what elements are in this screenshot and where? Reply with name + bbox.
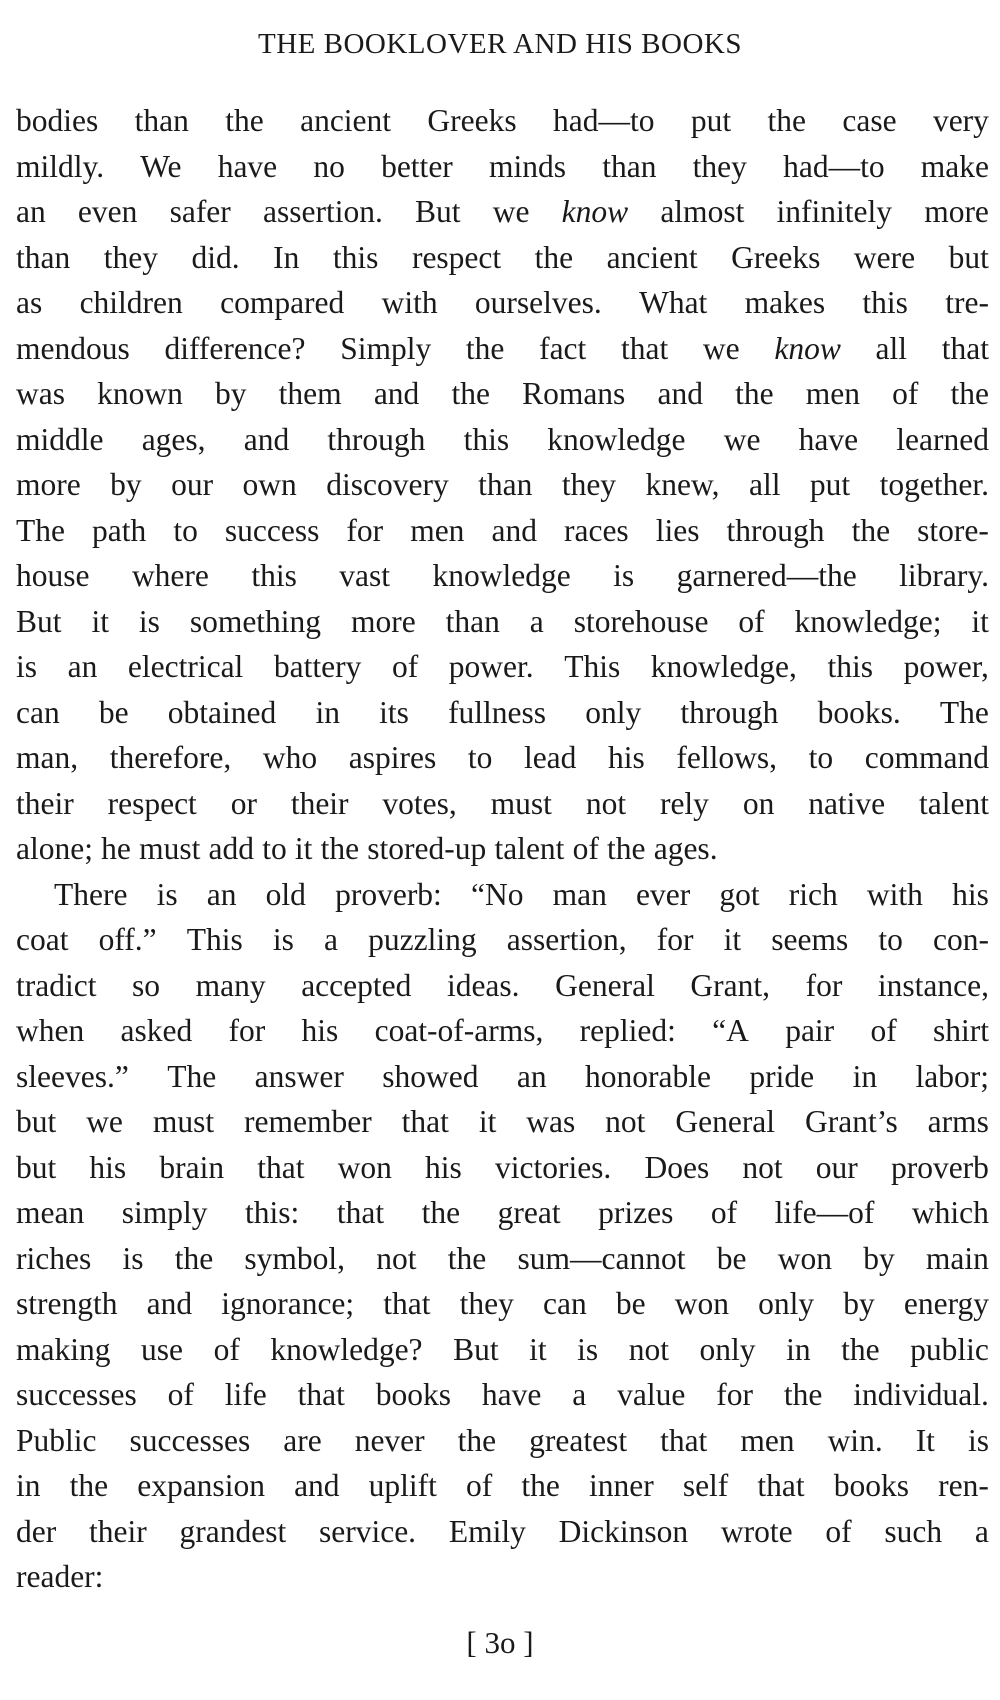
text-line: riches is the symbol, not the sum—cannot be won by main (16, 1240, 989, 1276)
text-line: successes of life that books have a value for the individual. (16, 1377, 989, 1412)
text-line: as children compared with ourselves. What makes this tre- (16, 285, 989, 320)
text-line: was known by them and the Romans and the men of the (16, 376, 989, 411)
text-line: Public successes are never the greatest that men win. It is (16, 1422, 989, 1458)
text-line: tradict so many accepted ideas. General Grant, for instance, (16, 967, 989, 1003)
text-line: der their grandest service. Emily Dickinson wrote of such a (16, 1513, 989, 1549)
text-line: There is an old proverb: “No man ever got rich with his (54, 876, 989, 912)
text-line: coat off.” This is a puzzling assertion, for it seems to con- (16, 922, 989, 957)
text-line: strength and ignorance; that they can be won only by energy (16, 1286, 989, 1321)
text-line: bodies than the ancient Greeks had—to put the case very (16, 103, 989, 138)
text-line: making use of knowledge? But it is not only in the public (16, 1331, 989, 1367)
text-line: man, therefore, who aspires to lead his fellows, to command (16, 740, 989, 775)
paragraph-2 (16, 872, 989, 1600)
text-line: But it is something more than a storehouse of knowledge; it (16, 603, 989, 639)
text-line: is an electrical battery of power. This knowledge, this power, (16, 649, 989, 684)
text-line: The path to success for men and races lies through the store- (16, 512, 989, 548)
body-text (16, 98, 989, 1600)
text-line: their respect or their votes, must not rely on native talent (16, 785, 989, 821)
text-line: in the expansion and uplift of the inner self that books ren- (16, 1468, 989, 1503)
text-line: than they did. In this respect the ancient Greeks were but (16, 239, 989, 275)
text-line: mendous difference? Simply the fact that we know all that (16, 330, 989, 366)
text-line: middle ages, and through this knowledge we have learned (16, 421, 989, 457)
text-line: but we must remember that it was not General Grant’s arms (16, 1104, 989, 1139)
text-line: house where this vast knowledge is garnered—the library. (16, 558, 989, 593)
page-number: [ 3o ] (466, 1625, 534, 1660)
text-line: sleeves.” The answer showed an honorable pride in labor; (16, 1058, 989, 1094)
paragraph-1 (16, 98, 989, 872)
text-line: alone; he must add to it the stored-up talent of the ages. (16, 831, 718, 866)
text-line: more by our own discovery than they knew, all put together. (16, 467, 989, 502)
text-line: can be obtained in its fullness only through books. The (16, 694, 989, 730)
text-line: an even safer assertion. But we know almost infinitely more (16, 194, 989, 229)
running-head: THE BOOKLOVER AND HIS BOOKS (258, 28, 742, 60)
text-line: but his brain that won his victories. Does not our proverb (16, 1149, 989, 1185)
text-line: mean simply this: that the great prizes of life—of which (16, 1195, 989, 1230)
text-line: mildly. We have no better minds than they had—to make (16, 148, 989, 184)
text-line: reader: (16, 1559, 104, 1594)
text-line: when asked for his coat-of-arms, replied: “A pair of shirt (16, 1013, 989, 1048)
